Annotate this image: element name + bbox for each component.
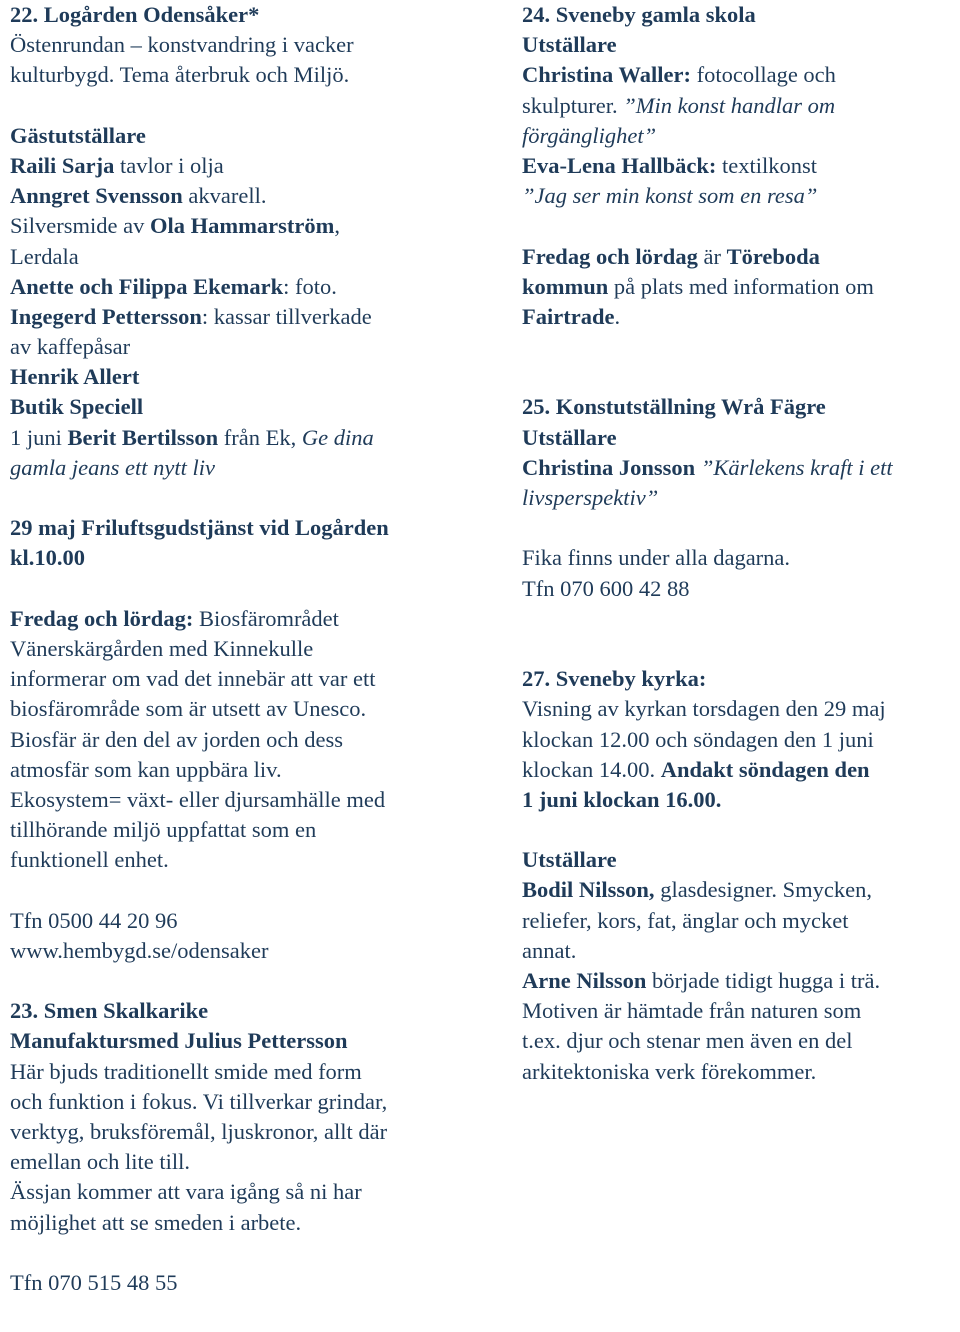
- exhibitor-butik: Butik Speciell: [10, 394, 144, 420]
- section-22-heading: 22. Logården Odensåker*: [10, 2, 260, 27]
- exhibitor-name: Anette och Filippa Ekemark: [10, 273, 284, 299]
- info-text: på plats med information om: [608, 273, 874, 299]
- section-25-phone: Tfn 070 600 42 88: [522, 575, 690, 601]
- exhibitor-raili: [10, 151, 490, 181]
- comma: ,: [334, 213, 340, 239]
- exhibitor-bodil-cont: annat.: [522, 937, 577, 963]
- section-27-bold: Andakt söndagen den: [660, 756, 870, 782]
- exhibitor-quote: ”Min konst handlar om: [623, 92, 836, 118]
- exhibitor-ola: [10, 211, 490, 241]
- section-23-line: möjlighet att se smeden i arbete.: [10, 1209, 302, 1235]
- info-text: är: [697, 243, 727, 269]
- toreboda-info-line-3: [522, 302, 958, 332]
- section-25-fika: Fika finns under alla dagarna.: [522, 545, 791, 571]
- section-24-exhibitors-heading: Utställare: [522, 32, 617, 58]
- info-label: Fredag och lördag: [522, 243, 698, 269]
- exhibitor-name: Ingegerd Pettersson: [10, 303, 202, 329]
- exhibitor-name: Eva-Lena Hallbäck:: [522, 152, 717, 178]
- exhibitor-desc: akvarell.: [182, 183, 267, 209]
- section-23-phone: Tfn 070 515 48 55: [10, 1269, 178, 1295]
- exhibitor-berit: [10, 423, 490, 453]
- section-27-text: klockan 14.00.: [522, 756, 661, 782]
- period: .: [614, 303, 621, 329]
- exhibitor-bodil-cont: reliefer, kors, fat, änglar och mycket: [522, 907, 849, 933]
- section-22-website: www.hembygd.se/odensaker: [10, 937, 269, 963]
- exhibitor-quote-cont: livsperspektiv”: [522, 485, 659, 510]
- exhibitor-desc: : kassar tillverkade: [201, 303, 372, 329]
- biosphere-line: informerar om vad det innebär att var ett: [10, 666, 376, 692]
- section-23-heading: 23. Smen Skalkarike: [10, 998, 209, 1024]
- biosphere-line: atmosfär som kan uppbära liv.: [10, 756, 282, 782]
- exhibitor-desc: började tidigt hugga i trä.: [646, 968, 881, 993]
- date: 1 juni: [10, 424, 68, 450]
- biosphere-intro: [10, 604, 490, 634]
- section-24-heading: 24. Sveneby gamla skola: [522, 2, 756, 27]
- section-27-line: Visning av kyrkan torsdagen den 29 maj: [522, 696, 886, 722]
- right-column: [522, 0, 958, 1087]
- section-23-line: och funktion i fokus. Vi tillverkar grindar,: [10, 1088, 388, 1114]
- biosphere-line: Vänerskärgården med Kinnekulle: [10, 635, 314, 661]
- exhibitor-ingegerd-cont: av kaffepåsar: [10, 334, 131, 360]
- exhibitor-desc: tavlor i olja: [114, 152, 224, 178]
- exhibitor-anngret: [10, 181, 490, 211]
- biosphere-line: biosfärområde som är utsett av Unesco.: [10, 696, 367, 722]
- section-27-bold-line: 1 juni klockan 16.00.: [522, 786, 722, 812]
- exhibitor-desc: skulpturer.: [522, 92, 624, 118]
- exhibitor-bodil: [522, 875, 958, 905]
- exhibitor-christina-jonsson: [522, 453, 958, 483]
- exhibitor-desc: textilkonst: [716, 152, 818, 178]
- exhibitor-desc: glasdesigner. Smycken,: [654, 877, 873, 903]
- exhibitor-name: Raili Sarja: [10, 152, 115, 178]
- exhibitor-ingegerd: [10, 302, 490, 332]
- exhibitor-name: Bodil Nilsson,: [522, 877, 655, 903]
- exhibitor-christina-waller-cont: [522, 91, 958, 121]
- exhibitor-arne-cont: t.ex. djur och stenar men även en del: [522, 1028, 853, 1054]
- section-27-heading: 27. Sveneby kyrka:: [522, 666, 707, 692]
- exhibitor-name: Arne Nilsson: [522, 968, 647, 993]
- section-27-line: [522, 755, 958, 785]
- exhibitor-quote: Ge dina: [301, 424, 374, 450]
- exhibitor-desc: fotocollage och: [690, 62, 836, 88]
- exhibitor-eva-lena: [522, 151, 958, 181]
- section-25-exhibitors-heading: Utställare: [522, 424, 617, 450]
- biosphere-line: Ekosystem= växt- eller djursamhälle med: [10, 786, 386, 812]
- exhibitor-name: Christina Jonsson: [522, 454, 696, 480]
- info-place: kommun: [522, 273, 609, 299]
- biosphere-label: Fredag och lördag:: [10, 605, 194, 631]
- exhibitor-arne-cont: Motiven är hämtade från naturen som: [522, 998, 862, 1024]
- section-23-line: Ässjan kommer att vara igång så ni har: [10, 1179, 362, 1205]
- biosphere-line: tillhörande miljö uppfattat som en: [10, 817, 317, 843]
- exhibitor-place: Lerdala: [10, 243, 79, 269]
- section-23-line: verktyg, bruksföremål, ljuskronor, allt där: [10, 1118, 388, 1144]
- section-23-subheading: Manufaktursmed Julius Pettersson: [10, 1028, 348, 1054]
- section-27-line: klockan 12.00 och söndagen den 1 juni: [522, 726, 874, 752]
- exhibitor-desc: : foto.: [283, 273, 337, 299]
- section-23-line: emellan och lite till.: [10, 1149, 190, 1175]
- left-column: [10, 0, 490, 1298]
- biosphere-line: funktionell enhet.: [10, 847, 169, 873]
- exhibitor-quote: ”Kärlekens kraft i ett: [695, 454, 893, 480]
- exhibitor-arne-cont: arkitektoniska verk förekommer.: [522, 1058, 817, 1084]
- exhibitor-eva-lena-quote: ”Jag ser min konst som en resa”: [522, 183, 818, 209]
- section-22-phone: Tfn 0500 44 20 96: [10, 907, 178, 933]
- exhibitor-quote-cont: förgänglighet”: [522, 122, 657, 148]
- exhibitor-name: Ola Hammarström: [149, 213, 335, 239]
- exhibitor-desc: från Ek,: [218, 424, 302, 450]
- biosphere-text: Biosfärområdet: [193, 605, 339, 631]
- toreboda-info-line-2: [522, 272, 958, 302]
- exhibitor-anette: [10, 272, 490, 302]
- exhibitor-arne: [522, 966, 958, 996]
- section-25-heading: 25. Konstutställning Wrå Fägre: [522, 394, 826, 420]
- exhibitor-henrik: Henrik Allert: [10, 364, 140, 390]
- section-27-exhibitors-heading: Utställare: [522, 847, 617, 873]
- exhibitor-christina-waller: [522, 60, 958, 90]
- exhibitor-name: Anngret Svensson: [10, 183, 183, 209]
- section-23-line: Här bjuds traditionellt smide med form: [10, 1058, 362, 1084]
- service-time: kl.10.00: [10, 545, 86, 571]
- toreboda-info-line-1: [522, 242, 958, 272]
- exhibitor-name: Christina Waller:: [522, 62, 691, 88]
- info-place: Töreboda: [726, 243, 820, 269]
- exhibitor-berit-quote-cont: gamla jeans ett nytt liv: [10, 454, 215, 480]
- section-22-desc-line-2: kulturbygd. Tema återbruk och Miljö.: [10, 62, 350, 88]
- biosphere-line: Biosfär är den del av jorden och dess: [10, 726, 344, 752]
- section-22-desc-line-1: Östenrundan – konstvandring i vacker: [10, 32, 354, 58]
- exhibitor-name: Berit Bertilsson: [67, 424, 219, 450]
- info-fairtrade: Fairtrade: [522, 303, 615, 329]
- service-29-maj: 29 maj Friluftsgudstjänst vid Logården: [10, 515, 389, 541]
- exhibitor-desc: Silversmide av: [10, 213, 150, 239]
- guest-exhibitors-heading: Gästutställare: [10, 122, 146, 148]
